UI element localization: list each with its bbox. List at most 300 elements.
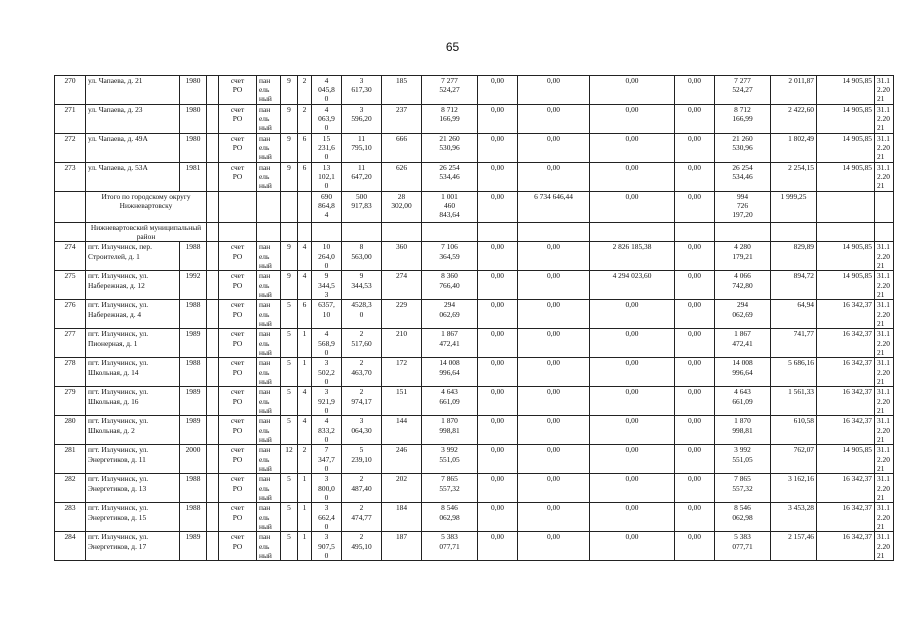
blank-cell	[207, 503, 219, 532]
address-cell: пгт. Излучинск, ул. Школьная, д. 16	[86, 387, 180, 416]
residents-cell: 202	[382, 474, 422, 503]
deadline-cell: 31.1 2.20 21	[875, 271, 894, 300]
living-area-cell: 3 617,30	[342, 76, 382, 105]
wall-material-cell: пан ель ный	[257, 445, 281, 474]
fund-method-cell: счет РО	[219, 271, 257, 300]
address-cell: ул. Чапаева, д. 53А	[86, 163, 180, 192]
fund-method-cell: счет РО	[219, 134, 257, 163]
floors-cell: 9	[281, 134, 298, 163]
year-cell: 1989	[180, 387, 207, 416]
blank-cell	[207, 416, 219, 445]
ro-funds-cell: 4 280 179,21	[715, 242, 771, 271]
budget-local-cell: 0,00	[590, 76, 675, 105]
empty-cell	[207, 192, 219, 223]
blank-cell	[207, 76, 219, 105]
budget-rf-cell: 0,00	[478, 474, 518, 503]
limit-per-sqm-cell: 14 905,85	[817, 134, 875, 163]
empty-cell	[817, 223, 875, 242]
ro-funds-cell: 14 008 996,64	[715, 358, 771, 387]
budget-local-cell: 0,00	[590, 503, 675, 532]
table-row	[55, 300, 894, 329]
entrances-cell: 1	[298, 329, 312, 358]
budget-region-cell: 0,00	[518, 387, 590, 416]
owners-funds-cell: 0,00	[675, 271, 715, 300]
blank-cell	[207, 445, 219, 474]
budget-local-cell: 0,00	[590, 445, 675, 474]
floors-cell: 12	[281, 445, 298, 474]
entrances-cell: 2	[298, 76, 312, 105]
empty-cell	[55, 192, 86, 223]
residents-cell: 185	[382, 76, 422, 105]
budget-region-cell: 0,00	[518, 76, 590, 105]
fund-method-cell: счет РО	[219, 358, 257, 387]
entrances-cell: 6	[298, 163, 312, 192]
budget-local-cell: 0,00	[590, 387, 675, 416]
table-row	[55, 105, 894, 134]
limit-per-sqm-cell: 14 905,85	[817, 271, 875, 300]
page-number: 65	[445, 40, 460, 54]
owners-funds-cell: 0,00	[675, 358, 715, 387]
fund-method-cell: счет РО	[219, 242, 257, 271]
deadline-cell: 31.1 2.20 21	[875, 163, 894, 192]
empty-cell	[219, 192, 257, 223]
empty-cell	[590, 223, 675, 242]
empty-cell	[298, 192, 312, 223]
residents-cell: 172	[382, 358, 422, 387]
row-number-cell: 277	[55, 329, 86, 358]
cost-per-sqm-cell: 2 011,87	[771, 76, 817, 105]
living-area-cell: 11 647,20	[342, 163, 382, 192]
blank-cell	[207, 532, 219, 561]
wall-material-cell: пан ель ный	[257, 300, 281, 329]
total-cost-cell: 21 260 530,96	[422, 134, 478, 163]
ro-funds-cell: 21 260 530,96	[715, 134, 771, 163]
budget-region-cell: 0,00	[518, 358, 590, 387]
living-area-cell: 4528,3 0	[342, 300, 382, 329]
fund-method-cell: счет РО	[219, 163, 257, 192]
cost-per-sqm-cell: 829,89	[771, 242, 817, 271]
row-number-cell: 279	[55, 387, 86, 416]
address-cell: пгт. Излучинск, ул. Энергетиков, д. 17	[86, 532, 180, 561]
living-area-cell: 3 596,20	[342, 105, 382, 134]
budget-rf-cell: 0,00	[478, 271, 518, 300]
owners-funds-cell: 0,00	[675, 387, 715, 416]
year-cell: 1988	[180, 242, 207, 271]
wall-material-cell: пан ель ный	[257, 105, 281, 134]
year-cell: 1992	[180, 271, 207, 300]
living-area-cell: 2 474,77	[342, 503, 382, 532]
budget-rf-cell: 0,00	[478, 387, 518, 416]
owners-funds-cell: 0,00	[675, 503, 715, 532]
row-number-cell: 282	[55, 474, 86, 503]
fund-method-cell: счет РО	[219, 445, 257, 474]
entrances-cell: 4	[298, 387, 312, 416]
table-row	[55, 503, 894, 532]
address-cell: пгт. Излучинск, ул. Энергетиков, д. 11	[86, 445, 180, 474]
budget-region-cell: 0,00	[518, 416, 590, 445]
entrances-cell: 4	[298, 242, 312, 271]
residents-cell: 626	[382, 163, 422, 192]
total-area-cell: 9 344,5 3	[312, 271, 342, 300]
budget-local-cell: 0,00	[590, 416, 675, 445]
wall-material-cell: пан ель ный	[257, 271, 281, 300]
registry-table	[54, 75, 894, 561]
empty-cell	[257, 223, 281, 242]
empty-cell	[715, 223, 771, 242]
budget-region-cell: 0,00	[518, 329, 590, 358]
budget-local-cell: 2 826 185,38	[590, 242, 675, 271]
budget-rf-cell: 0,00	[478, 163, 518, 192]
year-cell: 1988	[180, 474, 207, 503]
deadline-cell: 31.1 2.20 21	[875, 503, 894, 532]
total-cost-total-cell: 1 001 460 843,64	[422, 192, 478, 223]
row-number-cell: 271	[55, 105, 86, 134]
cost-per-sqm-cell: 2 422,60	[771, 105, 817, 134]
residents-cell: 184	[382, 503, 422, 532]
row-number-cell: 273	[55, 163, 86, 192]
address-cell: пгт. Излучинск, ул. Энергетиков, д. 13	[86, 474, 180, 503]
empty-cell	[875, 192, 894, 223]
year-cell: 1989	[180, 532, 207, 561]
total-area-cell: 10 264,0 0	[312, 242, 342, 271]
total-area-cell: 13 102,1 0	[312, 163, 342, 192]
limit-per-sqm-cell: 16 342,37	[817, 387, 875, 416]
budget-local-cell: 0,00	[590, 532, 675, 561]
residents-cell: 246	[382, 445, 422, 474]
blank-cell	[207, 134, 219, 163]
living-area-cell: 2 463,70	[342, 358, 382, 387]
wall-material-cell: пан ель ный	[257, 76, 281, 105]
empty-cell	[312, 223, 342, 242]
budget-rf-cell: 0,00	[478, 134, 518, 163]
year-cell: 1988	[180, 503, 207, 532]
owners-funds-cell: 0,00	[675, 134, 715, 163]
cost-per-sqm-cell: 762,07	[771, 445, 817, 474]
entrances-cell: 1	[298, 474, 312, 503]
blank-cell	[207, 271, 219, 300]
cost-per-sqm-cell: 1 802,49	[771, 134, 817, 163]
floors-cell: 5	[281, 474, 298, 503]
row-number-cell: 278	[55, 358, 86, 387]
empty-cell	[817, 192, 875, 223]
floors-cell: 5	[281, 416, 298, 445]
empty-cell	[207, 223, 219, 242]
blank-cell	[207, 105, 219, 134]
living-area-cell: 2 495,10	[342, 532, 382, 561]
limit-per-sqm-cell: 16 342,37	[817, 329, 875, 358]
entrances-cell: 1	[298, 358, 312, 387]
year-cell: 1981	[180, 163, 207, 192]
address-cell: пгт. Излучинск, пер. Строителей, д. 1	[86, 242, 180, 271]
blank-cell	[207, 358, 219, 387]
fund-method-cell: счет РО	[219, 503, 257, 532]
entrances-cell: 2	[298, 445, 312, 474]
deadline-cell: 31.1 2.20 21	[875, 134, 894, 163]
year-cell: 1980	[180, 134, 207, 163]
entrances-cell: 1	[298, 503, 312, 532]
living-area-cell: 8 563,00	[342, 242, 382, 271]
cost-per-sqm-cell: 5 686,16	[771, 358, 817, 387]
living-area-cell: 9 344,53	[342, 271, 382, 300]
living-area-cell: 5 239,10	[342, 445, 382, 474]
table-row	[55, 445, 894, 474]
limit-per-sqm-cell: 14 905,85	[817, 105, 875, 134]
entrances-cell: 4	[298, 271, 312, 300]
budget-local-cell: 0,00	[590, 134, 675, 163]
owners-funds-total-cell: 0,00	[675, 192, 715, 223]
fund-method-cell: счет РО	[219, 300, 257, 329]
empty-cell	[875, 223, 894, 242]
total-cost-cell: 8 546 062,98	[422, 503, 478, 532]
budget-rf-cell: 0,00	[478, 358, 518, 387]
row-number-cell: 276	[55, 300, 86, 329]
living-area-cell: 2 517,60	[342, 329, 382, 358]
total-cost-cell: 7 277 524,27	[422, 76, 478, 105]
budget-region-cell: 0,00	[518, 271, 590, 300]
row-number-cell: 270	[55, 76, 86, 105]
owners-funds-cell: 0,00	[675, 242, 715, 271]
deadline-cell: 31.1 2.20 21	[875, 300, 894, 329]
total-cost-cell: 8 712 166,99	[422, 105, 478, 134]
total-cost-cell: 26 254 534,46	[422, 163, 478, 192]
deadline-cell: 31.1 2.20 21	[875, 474, 894, 503]
total-area-cell: 4 045,8 0	[312, 76, 342, 105]
wall-material-cell: пан ель ный	[257, 503, 281, 532]
fund-method-cell: счет РО	[219, 532, 257, 561]
residents-cell: 187	[382, 532, 422, 561]
total-area-cell: 3 800,0 0	[312, 474, 342, 503]
cost-per-sqm-cell: 3 453,28	[771, 503, 817, 532]
floors-cell: 9	[281, 105, 298, 134]
address-cell: пгт. Излучинск, ул. Школьная, д. 2	[86, 416, 180, 445]
wall-material-cell: пан ель ный	[257, 134, 281, 163]
deadline-cell: 31.1 2.20 21	[875, 329, 894, 358]
wall-material-cell: пан ель ный	[257, 474, 281, 503]
budget-local-cell: 0,00	[590, 358, 675, 387]
cost-per-sqm-cell: 894,72	[771, 271, 817, 300]
address-cell: пгт. Излучинск, ул. Пионерная, д. 1	[86, 329, 180, 358]
row-number-cell: 281	[55, 445, 86, 474]
total-cost-cell: 294 062,69	[422, 300, 478, 329]
budget-rf-cell: 0,00	[478, 105, 518, 134]
year-cell: 1989	[180, 329, 207, 358]
ro-funds-cell: 1 870 998,81	[715, 416, 771, 445]
total-cost-cell: 8 360 766,40	[422, 271, 478, 300]
empty-cell	[518, 223, 590, 242]
blank-cell	[207, 300, 219, 329]
budget-local-cell: 4 294 023,60	[590, 271, 675, 300]
address-cell: пгт. Излучинск, ул. Энергетиков, д. 15	[86, 503, 180, 532]
row-number-cell: 272	[55, 134, 86, 163]
total-cost-cell: 1 867 472,41	[422, 329, 478, 358]
budget-local-total-cell: 0,00	[590, 192, 675, 223]
floors-cell: 5	[281, 532, 298, 561]
owners-funds-cell: 0,00	[675, 300, 715, 329]
budget-rf-cell: 0,00	[478, 532, 518, 561]
limit-per-sqm-cell: 16 342,37	[817, 474, 875, 503]
floors-cell: 5	[281, 503, 298, 532]
subtotal-label: Итого по городскому округу Нижневартовску	[86, 192, 207, 223]
total-cost-cell: 3 992 551,05	[422, 445, 478, 474]
table-row	[55, 271, 894, 300]
deadline-cell: 31.1 2.20 21	[875, 105, 894, 134]
wall-material-cell: пан ель ный	[257, 532, 281, 561]
empty-cell	[422, 223, 478, 242]
limit-per-sqm-cell: 16 342,37	[817, 416, 875, 445]
owners-funds-cell: 0,00	[675, 329, 715, 358]
ro-funds-cell: 294 062,69	[715, 300, 771, 329]
total-area-cell: 3 662,4 0	[312, 503, 342, 532]
limit-per-sqm-cell: 16 342,37	[817, 358, 875, 387]
address-cell: ул. Чапаева, д. 21	[86, 76, 180, 105]
cost-per-sqm-cell: 64,94	[771, 300, 817, 329]
floors-cell: 9	[281, 163, 298, 192]
empty-cell	[478, 223, 518, 242]
section-row	[55, 223, 894, 242]
deadline-cell: 31.1 2.20 21	[875, 76, 894, 105]
blank-cell	[207, 387, 219, 416]
cost-per-sqm-cell: 1 561,33	[771, 387, 817, 416]
total-area-cell: 7 347,7 0	[312, 445, 342, 474]
entrances-cell: 6	[298, 134, 312, 163]
table-row	[55, 474, 894, 503]
ro-funds-cell: 3 992 551,05	[715, 445, 771, 474]
ro-funds-total-cell: 994 726 197,20	[715, 192, 771, 223]
cost-per-sqm-total-cell: 1 999,25	[771, 192, 817, 223]
budget-region-cell: 0,00	[518, 134, 590, 163]
entrances-cell: 1	[298, 532, 312, 561]
address-cell: ул. Чапаева, д. 23	[86, 105, 180, 134]
residents-cell: 151	[382, 387, 422, 416]
limit-per-sqm-cell: 16 342,37	[817, 503, 875, 532]
table-row	[55, 416, 894, 445]
empty-cell	[675, 223, 715, 242]
cost-per-sqm-cell: 3 162,16	[771, 474, 817, 503]
total-cost-cell: 4 643 661,09	[422, 387, 478, 416]
budget-rf-cell: 0,00	[478, 329, 518, 358]
blank-cell	[207, 242, 219, 271]
year-cell: 1988	[180, 358, 207, 387]
residents-cell: 229	[382, 300, 422, 329]
total-area-cell: 15 231,6 0	[312, 134, 342, 163]
budget-region-cell: 0,00	[518, 445, 590, 474]
owners-funds-cell: 0,00	[675, 416, 715, 445]
budget-rf-cell: 0,00	[478, 76, 518, 105]
table-row	[55, 329, 894, 358]
total-area-cell: 4 063,9 0	[312, 105, 342, 134]
limit-per-sqm-cell: 14 905,85	[817, 76, 875, 105]
floors-cell: 9	[281, 271, 298, 300]
living-area-cell: 2 487,40	[342, 474, 382, 503]
year-cell: 1989	[180, 416, 207, 445]
fund-method-cell: счет РО	[219, 474, 257, 503]
budget-region-cell: 0,00	[518, 242, 590, 271]
budget-region-cell: 0,00	[518, 163, 590, 192]
wall-material-cell: пан ель ный	[257, 358, 281, 387]
deadline-cell: 31.1 2.20 21	[875, 242, 894, 271]
table-body	[55, 76, 894, 561]
total-area-cell: 4 568,9 0	[312, 329, 342, 358]
total-area-cell: 3 502,2 0	[312, 358, 342, 387]
total-cost-cell: 5 383 077,71	[422, 532, 478, 561]
residents-cell: 666	[382, 134, 422, 163]
budget-rf-cell: 0,00	[478, 242, 518, 271]
limit-per-sqm-cell: 14 905,85	[817, 445, 875, 474]
budget-local-cell: 0,00	[590, 474, 675, 503]
table-row	[55, 163, 894, 192]
section-label: Нижневартовский муниципальный район	[86, 223, 207, 242]
ro-funds-cell: 7 277 524,27	[715, 76, 771, 105]
total-cost-cell: 7 865 557,32	[422, 474, 478, 503]
limit-per-sqm-cell: 16 342,37	[817, 532, 875, 561]
subtotal-row	[55, 192, 894, 223]
floors-cell: 5	[281, 329, 298, 358]
budget-local-cell: 0,00	[590, 300, 675, 329]
budget-region-cell: 0,00	[518, 105, 590, 134]
address-cell: пгт. Излучинск, ул. Школьная, д. 14	[86, 358, 180, 387]
empty-cell	[257, 192, 281, 223]
deadline-cell: 31.1 2.20 21	[875, 358, 894, 387]
year-cell: 2000	[180, 445, 207, 474]
floors-cell: 5	[281, 300, 298, 329]
owners-funds-cell: 0,00	[675, 76, 715, 105]
residents-total-cell: 28 302,00	[382, 192, 422, 223]
budget-region-cell: 0,00	[518, 503, 590, 532]
residents-cell: 360	[382, 242, 422, 271]
total-area-cell: 6357, 10	[312, 300, 342, 329]
year-cell: 1980	[180, 105, 207, 134]
wall-material-cell: пан ель ный	[257, 387, 281, 416]
ro-funds-cell: 4 643 661,09	[715, 387, 771, 416]
living-area-total-cell: 500 917,83	[342, 192, 382, 223]
total-cost-cell: 1 870 998,81	[422, 416, 478, 445]
floors-cell: 5	[281, 358, 298, 387]
entrances-cell: 6	[298, 300, 312, 329]
budget-rf-cell: 0,00	[478, 416, 518, 445]
limit-per-sqm-cell: 16 342,37	[817, 300, 875, 329]
limit-per-sqm-cell: 14 905,85	[817, 163, 875, 192]
wall-material-cell: пан ель ный	[257, 329, 281, 358]
residents-cell: 237	[382, 105, 422, 134]
wall-material-cell: пан ель ный	[257, 416, 281, 445]
address-cell: пгт. Излучинск, ул. Набережная, д. 4	[86, 300, 180, 329]
ro-funds-cell: 8 546 062,98	[715, 503, 771, 532]
budget-rf-total-cell: 0,00	[478, 192, 518, 223]
total-area-total-cell: 690 864,8 4	[312, 192, 342, 223]
deadline-cell: 31.1 2.20 21	[875, 387, 894, 416]
deadline-cell: 31.1 2.20 21	[875, 532, 894, 561]
row-number-cell: 284	[55, 532, 86, 561]
empty-cell	[771, 223, 817, 242]
deadline-cell: 31.1 2.20 21	[875, 416, 894, 445]
year-cell: 1980	[180, 76, 207, 105]
budget-local-cell: 0,00	[590, 105, 675, 134]
owners-funds-cell: 0,00	[675, 105, 715, 134]
table-row	[55, 532, 894, 561]
empty-cell	[281, 223, 298, 242]
budget-local-cell: 0,00	[590, 163, 675, 192]
owners-funds-cell: 0,00	[675, 474, 715, 503]
deadline-cell: 31.1 2.20 21	[875, 445, 894, 474]
limit-per-sqm-cell: 14 905,85	[817, 242, 875, 271]
ro-funds-cell: 1 867 472,41	[715, 329, 771, 358]
owners-funds-cell: 0,00	[675, 532, 715, 561]
floors-cell: 9	[281, 242, 298, 271]
table-row	[55, 242, 894, 271]
cost-per-sqm-cell: 610,58	[771, 416, 817, 445]
blank-cell	[207, 329, 219, 358]
fund-method-cell: счет РО	[219, 105, 257, 134]
